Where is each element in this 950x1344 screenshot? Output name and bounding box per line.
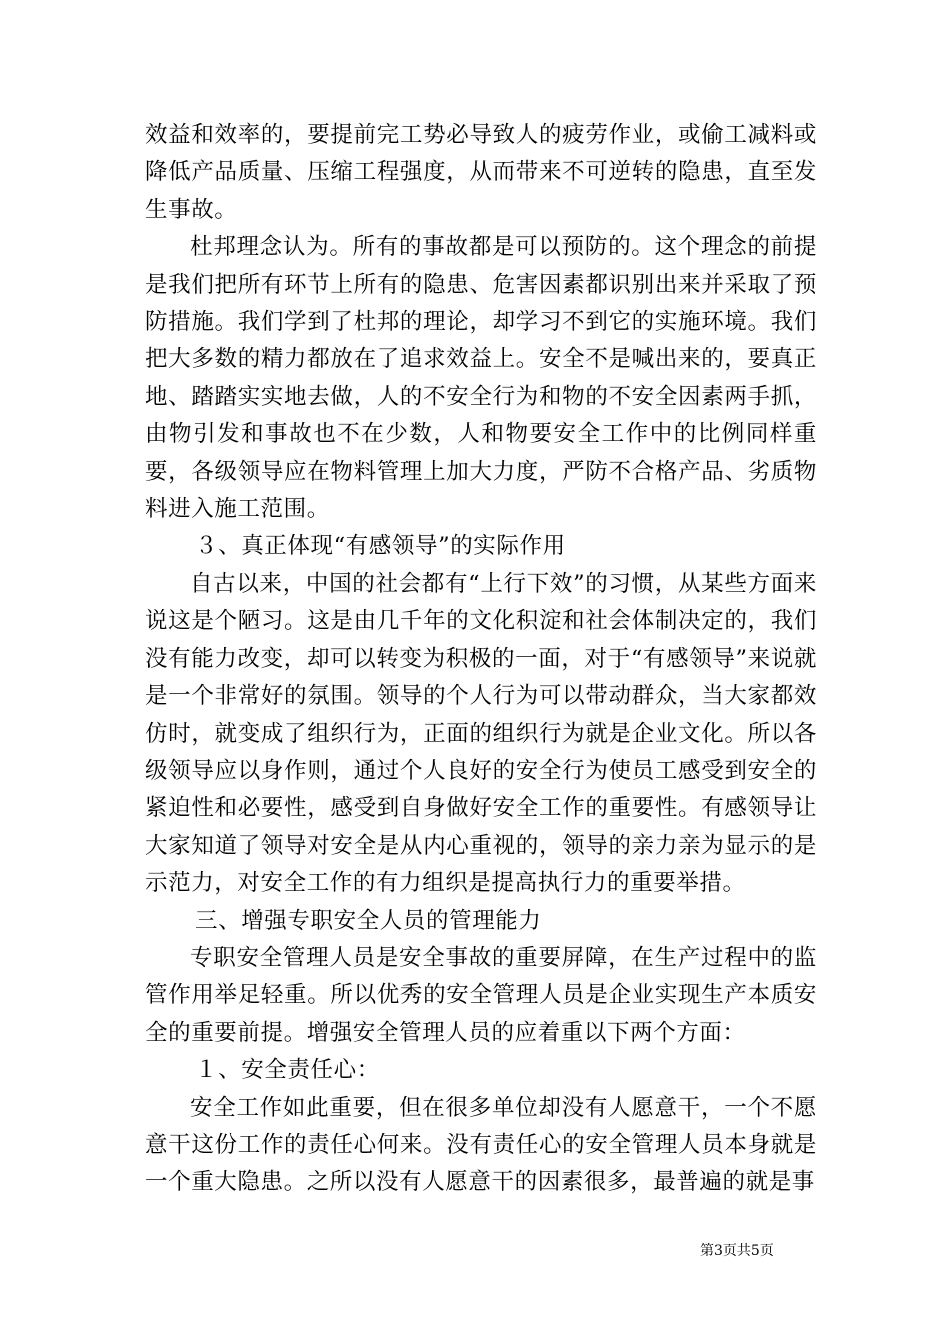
paragraph-safety-staff: 专职安全管理人员是安全事故的重要屏障，在生产过程中的监管作用举足轻重。所以优秀的安全管理人员是企业实现生产本质安全的重要前提。增强安全管理人员的应着重以下两个方面：	[145, 944, 817, 1046]
subheading-1: １、安全责任心：	[195, 1057, 380, 1084]
subheading-3: ３、真正体现“有感领导”的实际作用	[195, 533, 566, 560]
paragraph-dupont: 杜邦理念认为。所有的事故都是可以预防的。这个理念的前提是我们把所有环节上所有的隐患、危害因素都识别出来并采取了预防措施。我们学到了杜邦的理论，却学习不到它的实施环境。我们把大多数的精力都放在了追求效益上。安全不是喊出来的，要真正地、踏踏实实地去做，人的不安全行为和物的不安全因素两手抓，由物引发和事故也不在少数，人和物要安全工作中的比例同样重要，各级领导应在物料管理上加大力度，严防不合格产品、劣质物料进入施工范围。	[145, 234, 817, 523]
section-heading-3: 三、增强专职安全人员的管理能力	[195, 907, 542, 934]
paragraph-continuation: 效益和效率的，要提前完工势必导致人的疲劳作业，或偷工减料或降低产品质量、压缩工程强度，从而带来不可逆转的隐患，直至发生事故。	[145, 122, 817, 223]
paragraph-leadership: 自古以来，中国的社会都有“上行下效”的习惯，从某些方面来说这是个陋习。这是由几千年的文化积淀和社会体制决定的，我们没有能力改变，却可以转变为积极的一面，对于“有感领导”来说就是一个非常好的氛围。领导的个人行为可以带动群众，当大家都效仿时，就变成了组织行为，正面的组织行为就是企业文化。所以各级领导应以身作则，通过个人良好的安全行为使员工感受到安全的紧迫性和必要性，感受到自身做好安全工作的重要性。有感领导让大家知道了领导对安全是从内心重视的，领导的亲力亲为显示的是示范力，对安全工作的有力组织是提高执行力的重要举措。	[145, 570, 817, 897]
paragraph-responsibility: 安全工作如此重要，但在很多单位却没有人愿意干，一个不愿意干这份工作的责任心何来。没有责任心的安全管理人员本身就是一个重大隐患。之所以没有人愿意干的因素很多，最普遍的就是事	[145, 1094, 817, 1196]
document-body	[145, 117, 817, 1202]
page-number: 第3页共5页	[700, 1243, 774, 1259]
